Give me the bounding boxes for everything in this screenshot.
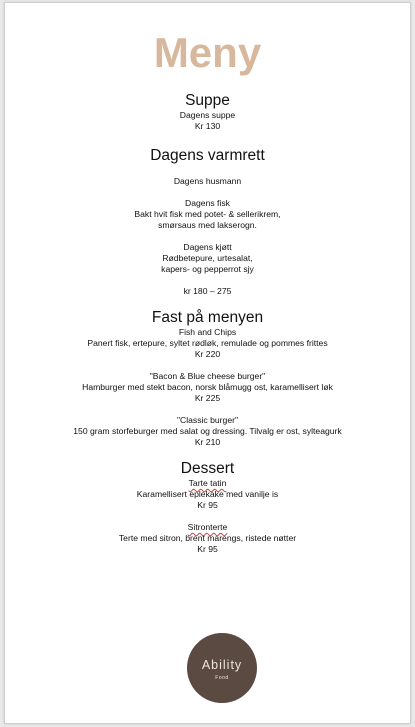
menu-item-description: 150 gram storfeburger med salat og dressing. Tilvalg er ost, sylteagurk xyxy=(73,426,342,436)
menu-item-description: Rødbetepure, urtesalat, xyxy=(162,253,253,263)
menu-item-description: Terte med sitron, brent marengs, ristede nøtter xyxy=(118,533,297,543)
menu-item-price: Kr 130 xyxy=(194,121,221,131)
menu-item-price: Kr 225 xyxy=(194,393,221,403)
section-heading-suppe: Suppe xyxy=(185,92,230,109)
menu-content xyxy=(5,91,410,555)
menu-item-name: Dagens husmann xyxy=(173,176,242,186)
menu-item-name: "Classic burger" xyxy=(176,415,239,425)
menu-item-price: Kr 95 xyxy=(197,500,218,510)
page-title: Meny xyxy=(153,29,262,76)
menu-item-description: smørsaus med lakserogn. xyxy=(158,220,257,230)
section-heading-varmrett: Dagens varmrett xyxy=(150,147,265,164)
menu-item-name xyxy=(5,478,410,489)
menu-item-description: Karamellisert eplekake med vanilje is xyxy=(136,489,279,499)
logo-subtitle: Food xyxy=(215,675,229,681)
section-heading-dessert: Dessert xyxy=(180,460,235,477)
menu-item-name: "Bacon & Blue cheese burger" xyxy=(149,371,266,381)
menu-item-name: Dagens kjøtt xyxy=(183,242,232,252)
menu-item-description: Bakt hvit fisk med potet- & sellerikrem, xyxy=(134,209,281,219)
spellcheck-word: Tarte tatin xyxy=(188,478,227,488)
logo-name: Ability xyxy=(201,658,243,672)
menu-item-name xyxy=(5,522,410,533)
menu-item-price: Kr 210 xyxy=(194,437,221,447)
menu-item-description: Panert fisk, ertepure, syltet rødløk, remulade og pommes frittes xyxy=(87,338,328,348)
section-heading-fast: Fast på menyen xyxy=(151,309,264,326)
menu-item-name: Fish and Chips xyxy=(178,327,237,337)
menu-item-price: Kr 95 xyxy=(197,544,218,554)
menu-item-description: Hamburger med stekt bacon, norsk blåmugg ost, karamellisert løk xyxy=(82,382,333,392)
menu-item-price: kr 180 – 275 xyxy=(183,286,232,296)
menu-page xyxy=(4,2,411,724)
spellcheck-word: Sitronterte xyxy=(187,522,228,532)
menu-item-name: Dagens fisk xyxy=(185,198,230,208)
menu-item-description: kapers- og pepperrot sjy xyxy=(161,264,254,274)
menu-item-name: Dagens suppe xyxy=(179,110,236,120)
ability-food-logo xyxy=(187,633,257,703)
menu-item-price: Kr 220 xyxy=(194,349,221,359)
